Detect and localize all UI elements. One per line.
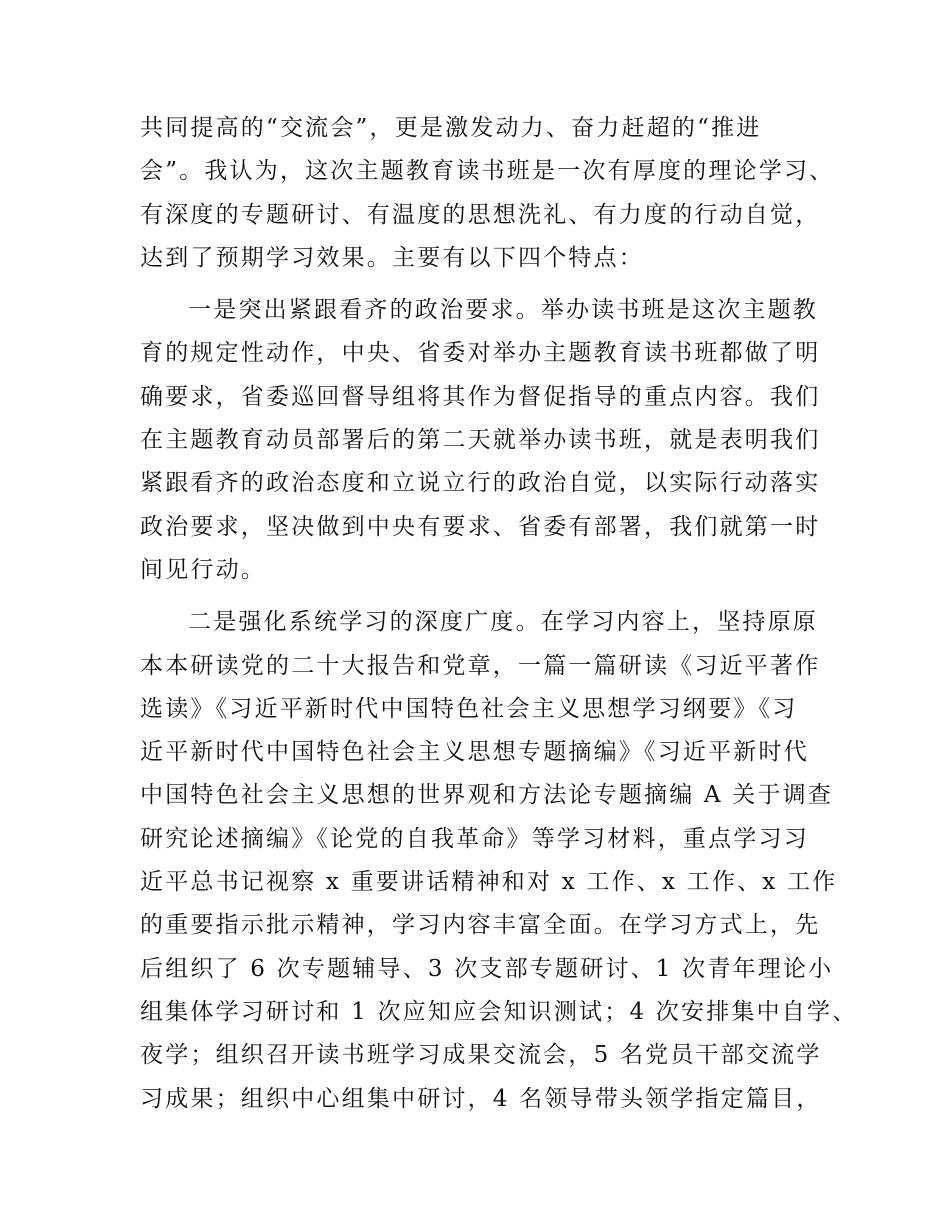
- document-body: [140, 107, 858, 1121]
- text-line: 二是强化系统学习的深度广度。在学习内容上，坚持原原: [188, 609, 818, 636]
- text-line: 达到了预期学习效果。主要有以下四个特点：: [140, 244, 644, 271]
- text-line: 育的规定性动作，中央、省委对举办主题教育读书班都做了明: [140, 340, 821, 367]
- text-line: 选读》《习近平新时代中国特色社会主义思想学习纲要》《习: [140, 695, 798, 722]
- text-line: 研究论述摘编》《论党的自我革命》等学习材料，重点学习习: [140, 825, 809, 852]
- text-line: 习成果；组织中心组集中研讨，4 名领导带头领学指定篇目，: [140, 1085, 822, 1112]
- text-line: 组集体学习研讨和 1 次应知应会知识测试；4 次安排集中自学、: [140, 998, 858, 1025]
- text-line: 中国特色社会主义思想的世界观和方法论专题摘编 A 关于调查: [140, 782, 834, 809]
- text-line: 本本研读党的二十大报告和党章，一篇一篇研读《习近平著作: [140, 652, 821, 679]
- text-line: 一是突出紧跟看齐的政治要求。举办读书班是这次主题教: [188, 297, 818, 324]
- text-line: 间见行动。: [140, 556, 266, 583]
- text-line: 有深度的专题研讨、有温度的思想洗礼、有力度的行动自觉，: [140, 201, 821, 228]
- paragraph-point-one: [140, 289, 820, 592]
- text-line: 确要求，省委巡回督导组将其作为督促指导的重点内容。我们: [140, 383, 821, 410]
- paragraph-gap: [140, 280, 820, 289]
- text-line: 在主题教育动员部署后的第二天就举办读书班，就是表明我们: [140, 427, 821, 454]
- text-line: 后组织了 6 次专题辅导、3 次支部专题研讨、1 次青年理论小: [140, 955, 834, 982]
- paragraph-intro: [140, 107, 835, 280]
- text-line: 夜学；组织召开读书班学习成果交流会，5 名党员干部交流学: [140, 1042, 822, 1069]
- paragraph-gap: [140, 592, 820, 601]
- text-line: 共同提高的“交流会”，更是激发动力、奋力赶超的“推进: [140, 115, 762, 141]
- text-line: 的重要指示批示精神，学习内容丰富全面。在学习方式上，先: [140, 912, 821, 939]
- text-line: 政治要求，坚决做到中央有要求、省委有部署，我们就第一时: [140, 513, 821, 540]
- text-line: 紧跟看齐的政治态度和立说立行的政治自觉，以实际行动落实: [140, 470, 821, 497]
- text-line: 近平总书记视察 x 重要讲话精神和对 x 工作、x 工作、x 工作: [140, 869, 838, 896]
- paragraph-point-two: [140, 601, 858, 1121]
- text-line: 会”。我认为，这次主题教育读书班是一次有厚度的理论学习、: [140, 158, 835, 185]
- text-line: 近平新时代中国特色社会主义思想专题摘编》《习近平新时代: [140, 739, 809, 766]
